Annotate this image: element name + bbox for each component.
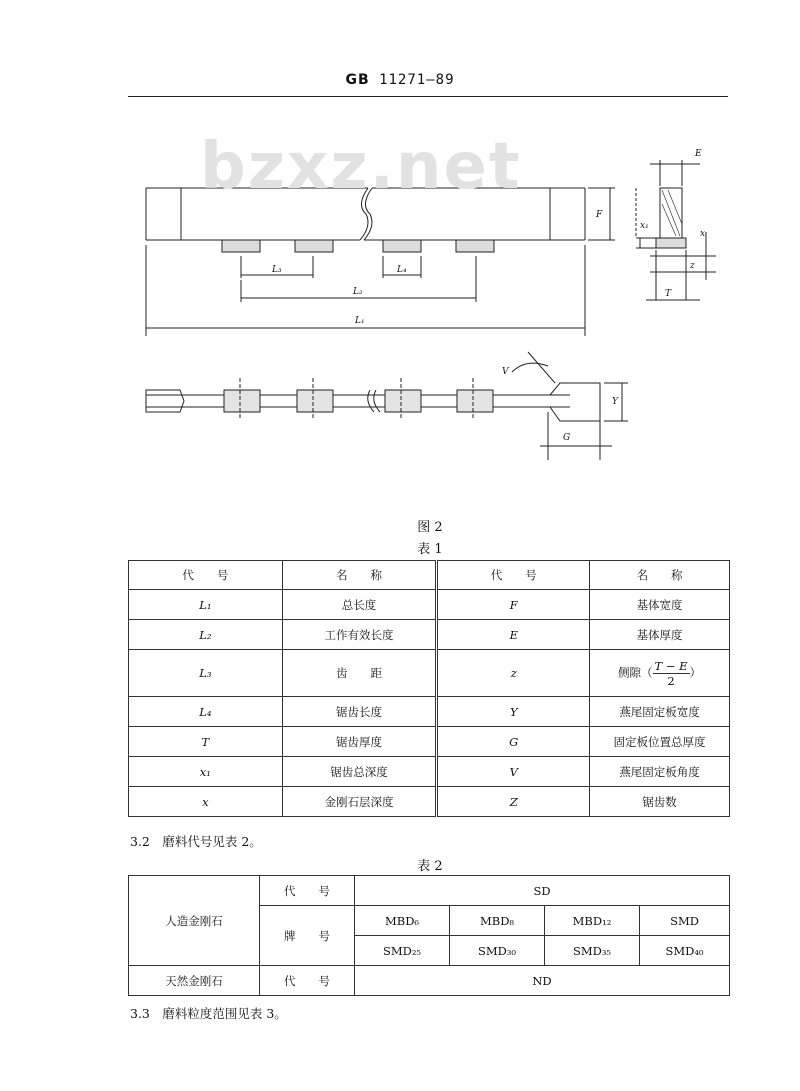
std-prefix: GB [345,72,370,88]
header-code: 代 号 [129,561,283,590]
label-F: F [596,210,603,220]
cell-name: 锯齿数 [590,787,730,817]
cell-name: 锯齿厚度 [282,727,437,757]
table-row [129,966,730,996]
header-name: 名 称 [282,561,437,590]
tooth-1 [222,240,260,252]
figure-caption: 图 2 [417,520,443,535]
table1-title: 表 1 [417,542,443,557]
section-3-2: 3.2 磨料代号见表 2。 [130,834,262,849]
table-row [129,697,730,727]
cell-code: L₃ [129,650,283,697]
label-E: E [695,149,702,159]
code-label: 代 号 [260,876,355,906]
formula-denominator: 2 [667,673,675,688]
natural-code: ND [355,966,730,996]
header-code: 代 号 [437,561,590,590]
label-z: z [690,261,695,271]
grade-cell: SMD₂₅ [355,936,450,966]
cell-code: V [437,757,590,787]
grade-cell: SMD₃₀ [450,936,545,966]
formula-numerator: T − E [654,658,688,673]
tooth-2 [295,240,333,252]
cell-name: 总长度 [282,590,437,620]
table-row [129,620,730,650]
cell-code: x₁ [129,757,283,787]
std-number: 11271—89 [379,72,455,88]
table-row [129,590,730,620]
cell-name: 工作有效长度 [282,620,437,650]
table-row [129,650,730,697]
label-L3: L₃ [272,265,282,275]
tooth-3 [383,240,421,252]
cell-code: L₄ [129,697,283,727]
grade-cell: SMD₄₀ [640,936,730,966]
cell-code: F [437,590,590,620]
cell-name: 燕尾固定板宽度 [590,697,730,727]
formula-suffix: ） [689,665,702,679]
header-name: 名 称 [590,561,730,590]
cell-name-formula [590,650,730,697]
code-label: 代 号 [260,966,355,996]
grade-cell: SMD₃₅ [545,936,640,966]
cell-code: E [437,620,590,650]
grade-cell: SMD [640,906,730,936]
formula-prefix: 侧隙（ [618,665,653,679]
label-x1: x₁ [640,221,649,231]
cell-name: 固定板位置总厚度 [590,727,730,757]
cell-code: L₁ [129,590,283,620]
label-x: x [700,229,706,239]
label-V: V [502,367,509,377]
table-1 [128,560,730,817]
cell-name: 燕尾固定板角度 [590,757,730,787]
formula-fraction [653,659,690,688]
grade-cell: MBD₈ [450,906,545,936]
table-row [129,727,730,757]
grade-cell: MBD₆ [355,906,450,936]
cell-code: T [129,727,283,757]
cell-name: 齿 距 [282,650,437,697]
table-row [129,757,730,787]
tooth-4 [456,240,494,252]
table-2 [128,875,730,996]
saw-blade-drawing [0,0,800,520]
label-G: G [563,433,571,443]
cell-code: z [437,650,590,697]
cell-name: 锯齿长度 [282,697,437,727]
label-L1: L₁ [355,316,365,326]
cell-code: Z [437,787,590,817]
table-row [129,876,730,906]
grade-cell: MBD₁₂ [545,906,640,936]
table-header-row [129,561,730,590]
cell-code: x [129,787,283,817]
cell-name: 锯齿总深度 [282,757,437,787]
cell-code: G [437,727,590,757]
natural-diamond-label: 天然金刚石 [129,966,260,996]
synthetic-code: SD [355,876,730,906]
label-T: T [665,289,672,299]
grade-label: 牌 号 [260,906,355,966]
cell-code: L₂ [129,620,283,650]
watermark: bzxz.net [200,130,522,204]
cell-name: 基体厚度 [590,620,730,650]
label-Y: Y [612,397,618,407]
cell-code: Y [437,697,590,727]
table-row [129,787,730,817]
label-L4: L₄ [397,265,407,275]
table2-title: 表 2 [417,859,443,874]
synthetic-diamond-label: 人造金刚石 [129,876,260,966]
cell-name: 基体宽度 [590,590,730,620]
cell-name: 金刚石层深度 [282,787,437,817]
section-3-3: 3.3 磨料粒度范围见表 3。 [130,1006,287,1021]
label-L2: L₂ [353,287,363,297]
